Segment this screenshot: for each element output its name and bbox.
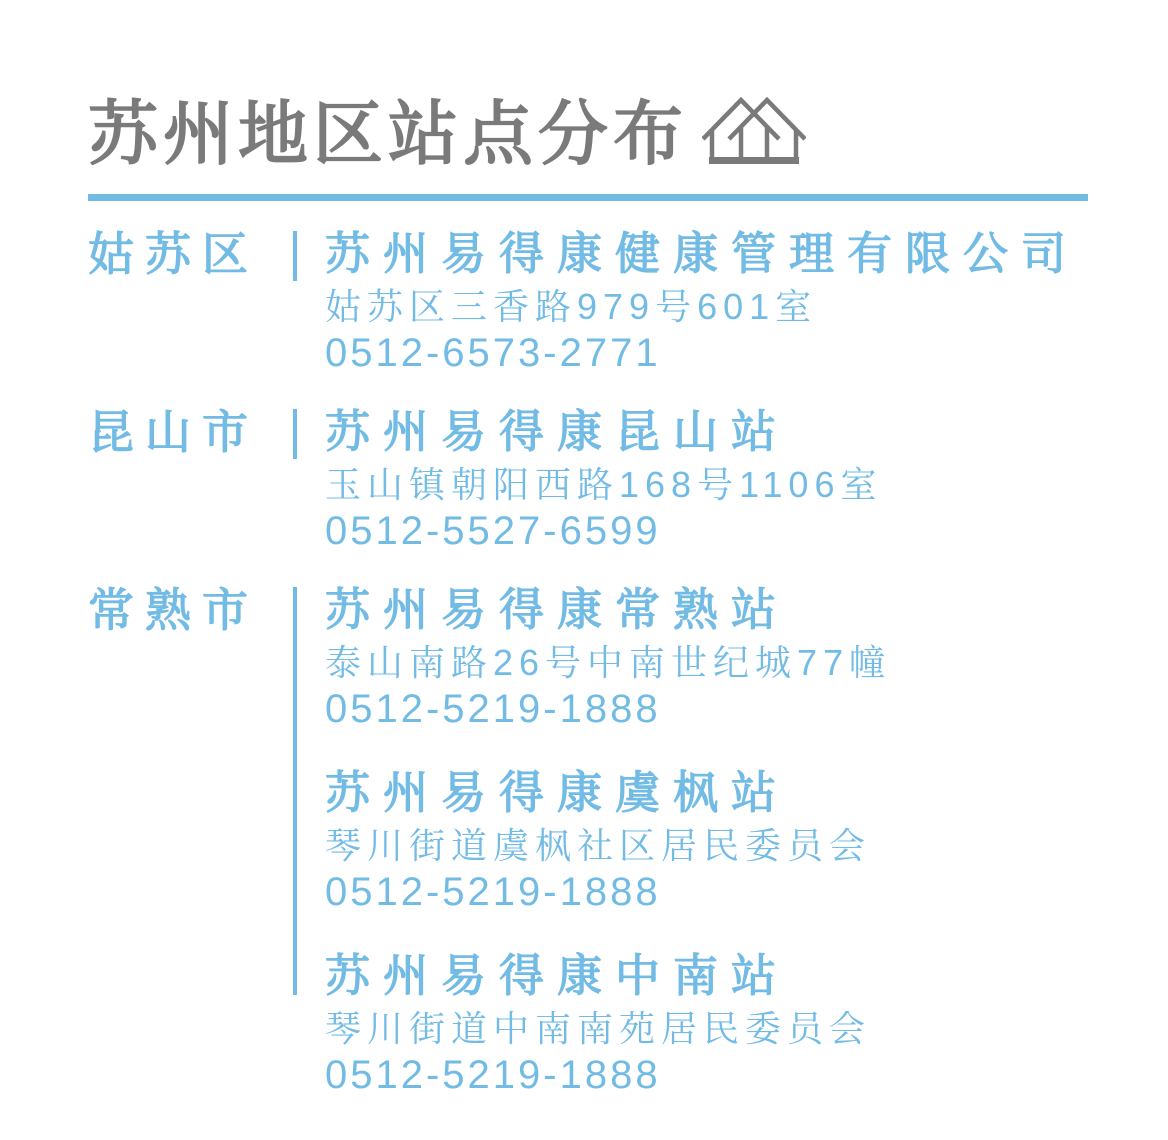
site-entry — [325, 584, 1108, 732]
site-address: 琴川街道虞枫社区居民委员会 — [325, 824, 872, 866]
site-address: 姑苏区三香路979号601室 — [325, 285, 818, 327]
district-label: 姑苏区 — [88, 227, 259, 280]
district-divider — [293, 231, 297, 281]
site-address: 泰山南路26号中南世纪城77幢 — [325, 641, 892, 683]
district-section-gusu — [88, 228, 1108, 376]
site-name: 苏州易得康常熟站 — [325, 583, 790, 635]
sections-list — [88, 228, 1108, 1098]
district-section-changshu — [88, 584, 1108, 1098]
district-label: 常熟市 — [88, 583, 259, 636]
district-section-kunshan — [88, 406, 1108, 554]
site-name: 苏州易得康昆山站 — [325, 405, 790, 457]
district-sites — [325, 406, 1108, 554]
site-entry — [325, 406, 1108, 554]
house-icon — [702, 97, 806, 167]
site-phone: 0512-5219-1888 — [325, 1052, 661, 1097]
header — [88, 94, 1108, 175]
site-name: 苏州易得康虞枫站 — [325, 766, 790, 818]
site-phone: 0512-5219-1888 — [325, 686, 661, 731]
district-sites — [325, 228, 1108, 376]
site-name: 苏州易得康中南站 — [325, 949, 790, 1001]
site-entry — [325, 228, 1108, 376]
district-divider — [293, 587, 297, 995]
site-name: 苏州易得康健康管理有限公司 — [325, 227, 1080, 279]
site-phone: 0512-5219-1888 — [325, 869, 661, 914]
district-sites — [325, 584, 1108, 1098]
page-title: 苏州地区站点分布 — [88, 95, 688, 173]
site-phone: 0512-5527-6599 — [325, 508, 661, 553]
site-entry — [325, 950, 1108, 1098]
title-underline — [88, 194, 1088, 201]
site-entry — [325, 767, 1108, 915]
district-label: 昆山市 — [88, 405, 259, 458]
site-phone: 0512-6573-2771 — [325, 330, 661, 375]
district-divider — [293, 409, 297, 459]
site-address: 琴川街道中南南苑居民委员会 — [325, 1007, 872, 1049]
site-address: 玉山镇朝阳西路168号1106室 — [325, 463, 883, 505]
